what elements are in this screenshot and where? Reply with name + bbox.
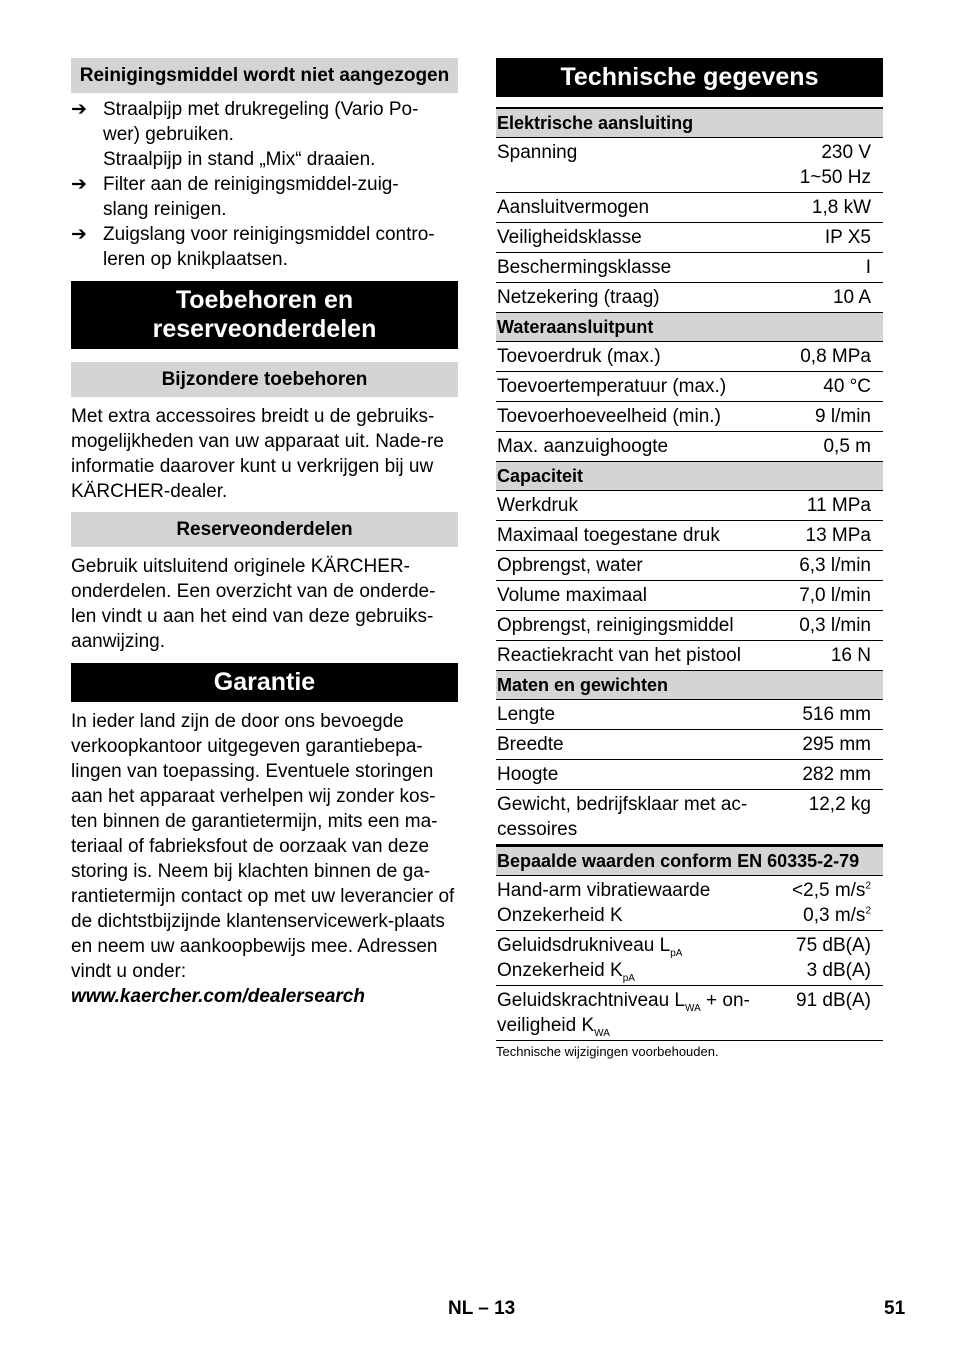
footnote: Technische wijzigingen voorbehouden. — [496, 1044, 719, 1059]
table-row — [496, 432, 883, 462]
row-value: 0,5 m — [823, 436, 871, 457]
table-row — [496, 223, 883, 253]
row-value: 40 °C — [823, 376, 871, 397]
table-row — [496, 730, 883, 760]
row-label: Werkdruk — [497, 495, 578, 516]
troubleshooting-list — [71, 97, 458, 272]
row-label: Spanning — [497, 142, 578, 163]
row-value: 282 mm — [802, 764, 871, 785]
list-item — [71, 97, 458, 172]
row-value: 12,2 kg — [808, 794, 871, 815]
list-item-text: Filter aan de reinigingsmiddel-zuig- slang reinigen. — [103, 174, 399, 220]
row-label: Netzekering (traag) — [497, 287, 660, 308]
row-label: Maximaal toegestane druk — [497, 525, 720, 546]
row-value: 75 dB(A) 3 dB(A) — [796, 935, 871, 981]
row-value: 1,8 kW — [811, 197, 871, 218]
left-column — [71, 58, 458, 1009]
row-value: <2,5 $m/s^2$ 0,3 $m/s^2$ — [792, 880, 871, 926]
table-row — [496, 521, 883, 551]
table-category: Maten en gewichten — [496, 671, 883, 700]
page-number: 51 — [884, 1298, 906, 1319]
arrow-right-icon: ➔ — [71, 174, 87, 195]
list-item — [71, 222, 458, 272]
row-value: IP X5 — [824, 227, 871, 248]
row-value: 295 mm — [802, 734, 871, 755]
row-label: Beschermingsklasse — [497, 257, 672, 278]
accessories-paragraph: Met extra accessoires breidt u de gebruiks-mogelijkheden van uw apparaat uit. Nade-re informatie daarover kunt u verkrijgen bij uw KÄRCHER-dealer. — [71, 406, 444, 502]
table-row — [496, 491, 883, 521]
row-label: Reactiekracht van het pistool — [497, 645, 741, 666]
row-label: Hand-arm vibratiewaarde Onzekerheid K — [497, 880, 711, 926]
list-item — [71, 172, 458, 222]
technical-data-table — [496, 107, 883, 1041]
table-row — [496, 700, 883, 730]
row-value: 6,3 l/min — [799, 555, 871, 576]
row-value: 0,3 l/min — [799, 615, 871, 636]
section-heading-accessories: Toebehoren en reserveonderdelen — [71, 281, 458, 349]
table-row — [496, 611, 883, 641]
table-category: Elektrische aansluiting — [496, 109, 883, 138]
table-row — [496, 193, 883, 223]
table-row — [496, 402, 883, 432]
table-row — [496, 931, 883, 986]
section-heading-warranty: Garantie — [71, 663, 458, 702]
row-label: Veiligheidsklasse — [497, 227, 642, 248]
row-value: 516 mm — [802, 704, 871, 725]
arrow-right-icon: ➔ — [71, 99, 87, 120]
list-item-text: Straalpijp met drukregeling (Vario Po- wer) gebruiken. — [103, 99, 419, 145]
row-value: 91 dB(A) — [796, 990, 871, 1011]
table-row — [496, 876, 883, 931]
row-label: Volume maximaal — [497, 585, 647, 606]
row-label: Aansluitvermogen — [497, 197, 650, 218]
row-value: 9 l/min — [815, 406, 871, 427]
row-label: Lengte — [497, 704, 556, 725]
table-category: Capaciteit — [496, 462, 883, 491]
row-label: Opbrengst, water — [497, 555, 643, 576]
subheading-special-accessories: Bijzondere toebehoren — [71, 362, 458, 397]
list-item-subtext: Straalpijp in stand „Mix“ draaien. — [103, 149, 376, 170]
table-row — [496, 138, 883, 193]
page-footer-label: NL – 13 — [448, 1298, 516, 1319]
section-heading-technical-data: Technische gegevens — [496, 58, 883, 97]
table-row — [496, 253, 883, 283]
row-value: 16 N — [830, 645, 871, 666]
table-row — [496, 372, 883, 402]
table-row — [496, 986, 883, 1041]
section-heading-detergent: Reinigingsmiddel wordt niet aangezogen — [71, 58, 458, 93]
row-value: 13 MPa — [805, 525, 871, 546]
row-label: Geluidskrachtniveau $L_{WA}$ + on-veiligheid $K_{WA}$ — [497, 990, 750, 1039]
spare-parts-paragraph: Gebruik uitsluitend originele KÄRCHER-onderdelen. Een overzicht van de onderde-len vindt u aan het eind van deze gebruiks-aanwijzing. — [71, 556, 436, 652]
row-value: 10 A — [832, 287, 871, 308]
row-value: I — [865, 257, 871, 278]
row-label: Opbrengst, reinigingsmiddel — [497, 615, 734, 636]
arrow-right-icon: ➔ — [71, 224, 87, 245]
warranty-paragraph: In ieder land zijn de door ons bevoegde verkoopkantoor uitgegeven garantiebepa-lingen van toepassing. Eventuele storingen aan het apparaat verhelpen wij zonder kos-ten binnen de garantietermijn, mits een ma-teriaal of fabrieksfout de oorzaak van deze storing is. Neem bij klachten binnen de ga-rantietermijn contact op met uw leverancier of de dichtstbijzijnde klantenservicewerk-plaats en neem uw aankoopbewijs mee. Adressen vindt u onder: — [71, 711, 455, 982]
table-row — [496, 581, 883, 611]
row-label: Toevoertemperatuur (max.) — [497, 376, 727, 397]
table-row — [496, 790, 883, 845]
table-row — [496, 760, 883, 790]
row-value: 11 MPa — [806, 495, 871, 516]
table-category: Bepaalde waarden conform EN 60335-2-79 — [496, 845, 883, 876]
dealer-search-link[interactable]: www.kaercher.com/dealersearch — [71, 986, 365, 1007]
row-label: Gewicht, bedrijfsklaar met ac-cessoires — [497, 794, 748, 840]
table-row — [496, 551, 883, 581]
table-row — [496, 342, 883, 372]
row-label: Toevoerhoeveelheid (min.) — [497, 406, 721, 427]
row-value: 0,8 MPa — [800, 346, 871, 367]
subheading-spare-parts: Reserveonderdelen — [71, 512, 458, 547]
row-label: Breedte — [497, 734, 564, 755]
table-row — [496, 283, 883, 313]
row-label: Max. aanzuighoogte — [497, 436, 669, 457]
row-label: Toevoerdruk (max.) — [497, 346, 661, 367]
table-category: Wateraansluitpunt — [496, 313, 883, 342]
right-column — [496, 58, 883, 1061]
row-value: 230 V 1~50 Hz — [799, 142, 871, 188]
row-label: Geluidsdrukniveau $L_{pA}$ Onzekerheid $K_{pA}$ — [497, 935, 683, 984]
row-label: Hoogte — [497, 764, 559, 785]
list-item-text: Zuigslang voor reinigingsmiddel contro- leren op knikplaatsen. — [103, 224, 435, 270]
row-value: 7,0 l/min — [799, 585, 871, 606]
table-row — [496, 641, 883, 671]
